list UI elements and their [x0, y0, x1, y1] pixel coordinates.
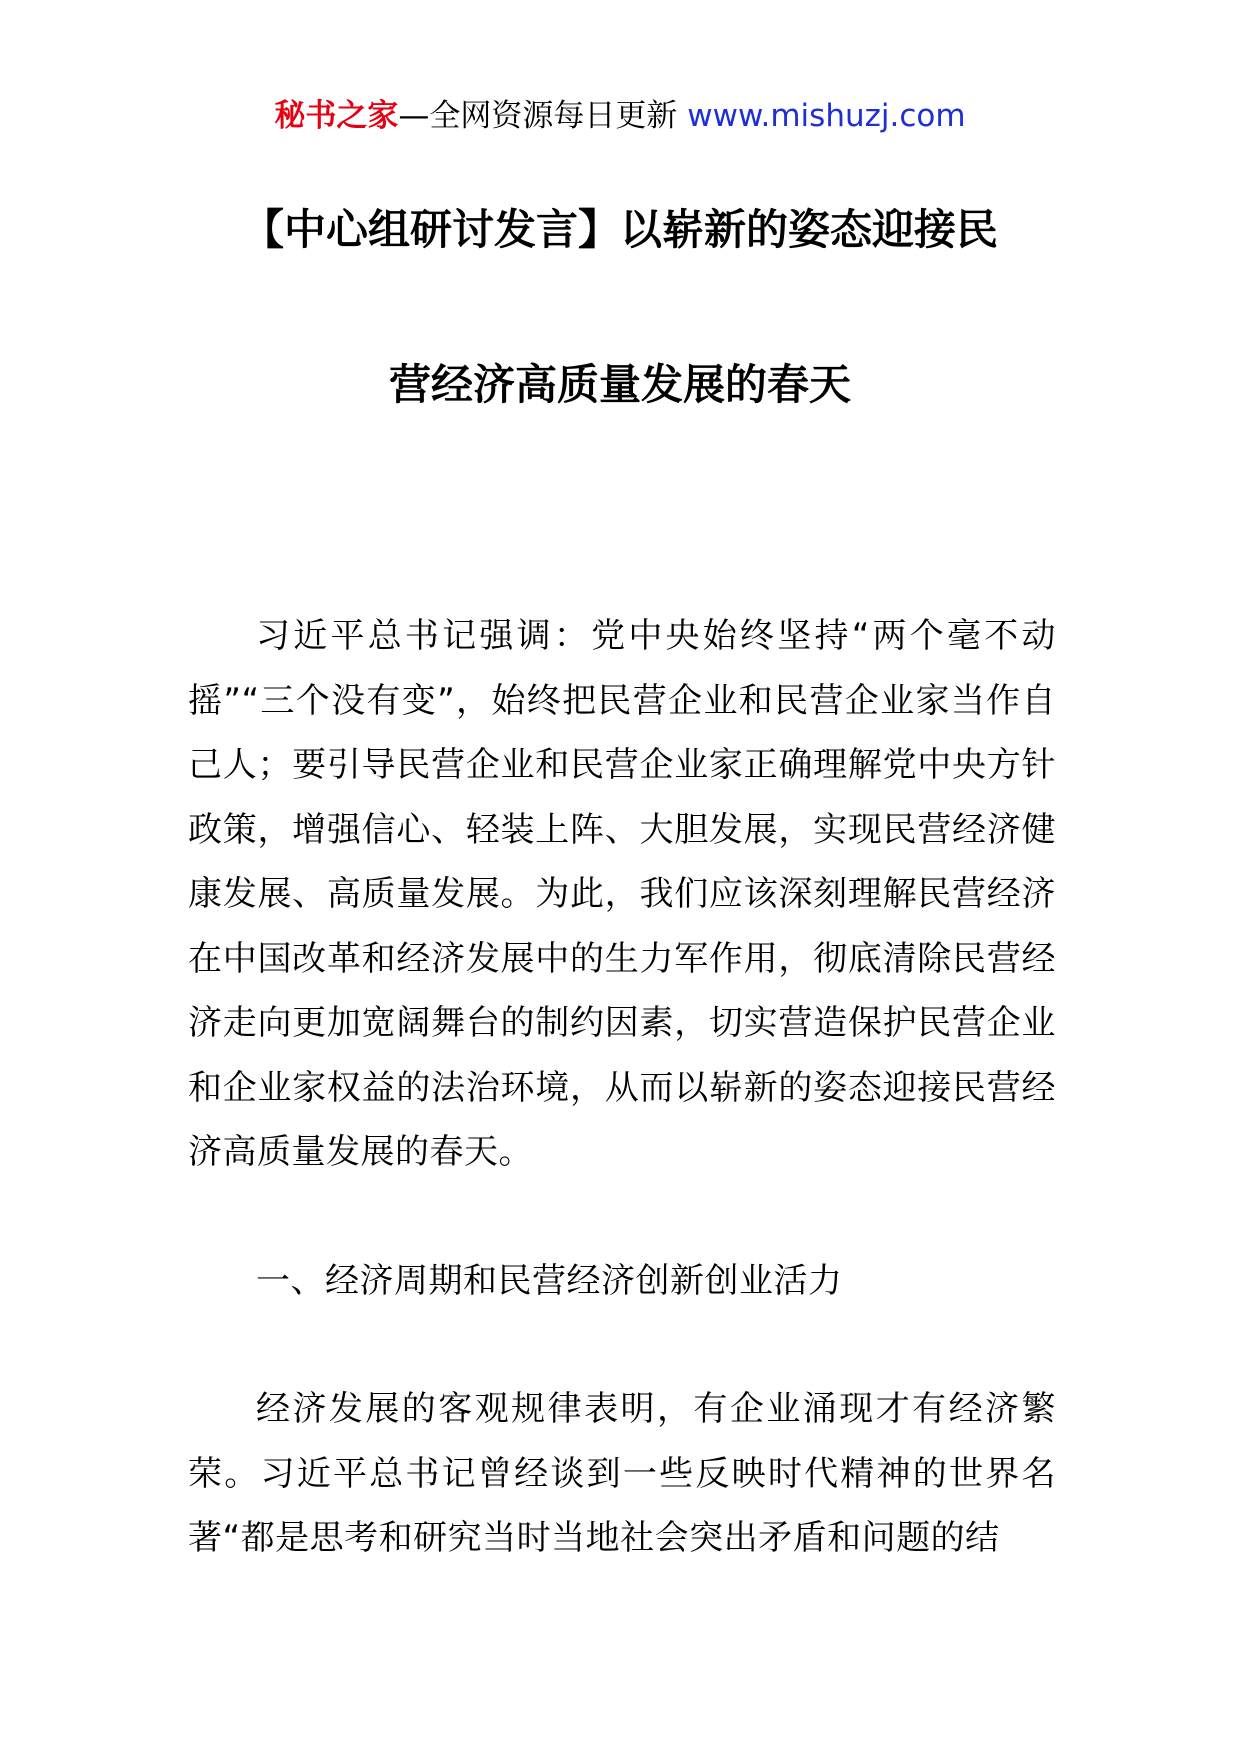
- site-brand: 秘书之家: [274, 98, 399, 134]
- site-url-link[interactable]: www.mishuzj.com: [687, 98, 966, 134]
- document-body: [188, 604, 1056, 1571]
- site-tagline: —全网资源每日更新: [398, 98, 678, 134]
- section-heading-1: 一、经济周期和民营经济创新创业活力: [256, 1260, 843, 1301]
- document-title-line-1: 【中心组研讨发言】以崭新的姿态迎接民: [241, 205, 998, 254]
- document-title-line-2: 营经济高质量发展的春天: [388, 360, 851, 409]
- site-header: [0, 96, 1240, 136]
- body-paragraph-intro: 习近平总书记强调：党中央始终坚持“两个毫不动摇”“三个没有变”，始终把民营企业和民营企业家当作自己人；要引导民营企业和民营企业家正确理解党中央方针政策，增强信心、轻装上阵、大胆发展，实现民营经济健康发展、高质量发展。为此，我们应该深刻理解民营经济在中国改革和经济发展中的生力军作用，彻底清除民营经济走向更加宽阔舞台的制约因素，切实营造保护民营企业和企业家权益的法治环境，从而以崭新的姿态迎接民营经济高质量发展的春天。: [188, 616, 1056, 1172]
- body-paragraph-section1: 经济发展的客观规律表明，有企业涌现才有经济繁荣。习近平总书记曾经谈到一些反映时代精神的世界名著“都是思考和研究当时当地社会突出矛盾和问题的结: [188, 1389, 1056, 1558]
